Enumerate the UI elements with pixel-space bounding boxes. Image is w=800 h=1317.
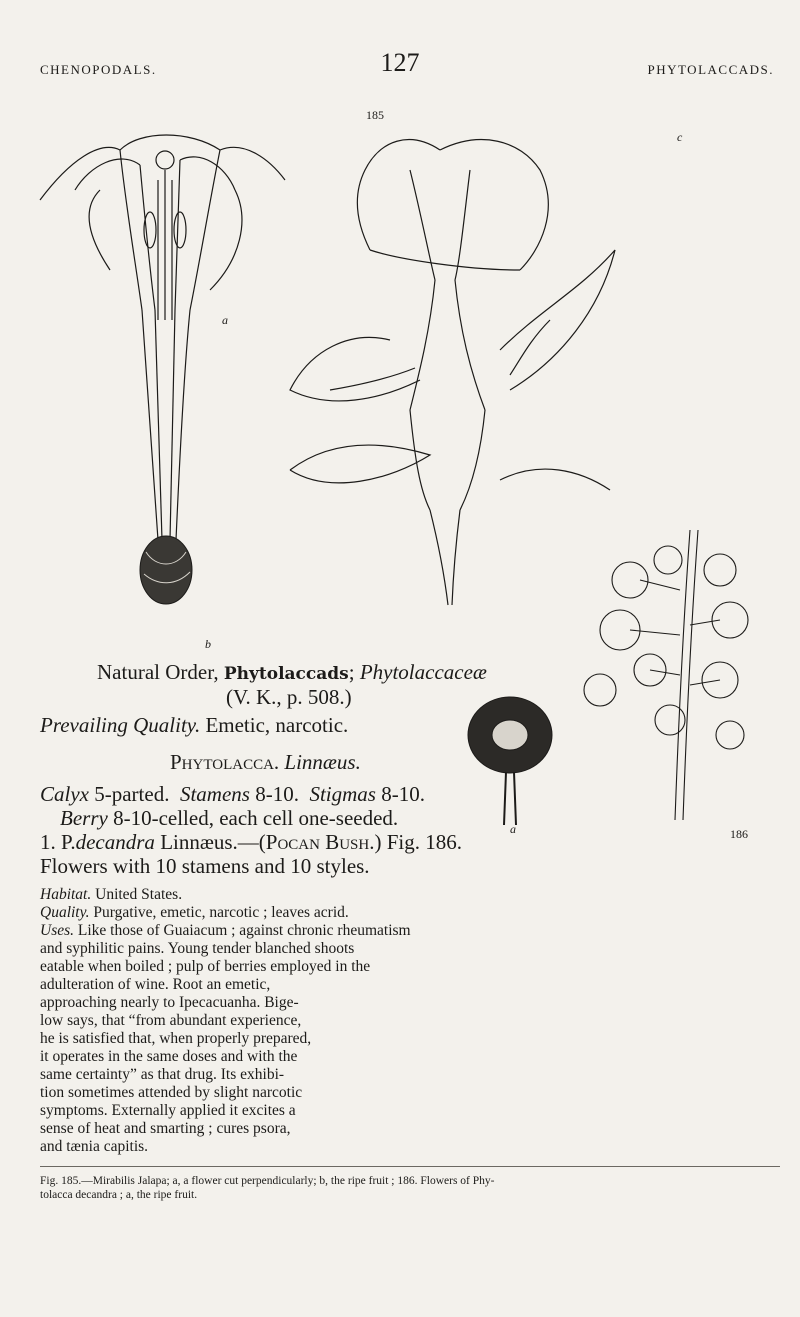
- figure-label-b: b: [205, 637, 211, 651]
- figure-label-c: c: [677, 130, 683, 144]
- phytolacca-flowers-illustration: [560, 520, 760, 820]
- habitat-line: [40, 886, 182, 904]
- figure-label-a: a: [222, 313, 228, 327]
- caption-rule: [40, 1166, 780, 1167]
- prevailing-quality-label: Prevailing Quality.: [40, 713, 201, 737]
- genus-author: Linnæus.: [284, 750, 361, 774]
- habitat-text: United States.: [95, 886, 183, 903]
- uses-label: Uses.: [40, 922, 75, 939]
- quality-label: Quality.: [40, 904, 90, 921]
- stamens-label: Stamens: [179, 782, 250, 806]
- phytolacca-fruit-illustration: [460, 690, 560, 830]
- flower-section-illustration: [30, 120, 300, 630]
- body-line-3: eatable when boiled ; pulp of berries employed in the: [40, 958, 371, 975]
- body-line-5: approaching nearly to Ipecacuanha. Bige-: [40, 994, 299, 1011]
- berry-label: Berry: [60, 806, 108, 830]
- natural-order-sep: ;: [348, 660, 355, 684]
- prevailing-quality-text: Emetic, narcotic.: [205, 713, 349, 737]
- figure-caption-line-1: Fig. 185.—Mirabilis Jalapa; a, a flower cut perpendicularly; b, the ripe fruit ; 186. Flowers of Phy-: [40, 1175, 495, 1187]
- body-line-4: adulteration of wine. Root an emetic,: [40, 976, 271, 993]
- natural-order-prefix: Natural Order,: [97, 660, 219, 684]
- calyx-label: Calyx: [40, 782, 89, 806]
- body-line-12: sense of heat and smarting ; cures psora,: [40, 1120, 291, 1137]
- species-description: Flowers with 10 stamens and 10 styles.: [40, 854, 370, 878]
- calyx-line: [40, 782, 425, 806]
- genus-name: Phytolacca.: [170, 750, 280, 774]
- body-line-10: tion sometimes attended by slight narcotic: [40, 1084, 303, 1101]
- habitat-label: Habitat.: [40, 886, 92, 903]
- species-name: decandra: [75, 830, 155, 854]
- body-line-8: it operates in the same doses and with the: [40, 1048, 298, 1065]
- body-line-13: and tænia capitis.: [40, 1138, 149, 1155]
- uses-line-1: [40, 922, 411, 940]
- berry-text: 8-10-celled, each cell one-seeded.: [113, 806, 399, 830]
- berry-line: [60, 806, 398, 830]
- body-line-11: symptoms. Externally applied it excites a: [40, 1102, 296, 1119]
- figure-186-number: 186: [730, 827, 748, 841]
- figure-caption-line-2: tolacca decandra ; a, the ripe fruit.: [40, 1189, 198, 1201]
- body-line-2: and syphilitic pains. Young tender blanched shoots: [40, 940, 355, 957]
- natural-order-ref: (V. K., p. 508.): [226, 685, 352, 709]
- species-common-name: Pocan Bush: [265, 830, 370, 854]
- prevailing-quality-line: [40, 713, 348, 737]
- species-line: [40, 830, 462, 854]
- quality-text: Purgative, emetic, narcotic ; leaves acrid.: [93, 904, 349, 921]
- species-number: 1. P.: [40, 830, 76, 854]
- uses-text: Like those of Guaiacum ; against chronic rheumatism: [77, 922, 411, 939]
- natural-order-latin: Phytolaccaceæ: [359, 660, 487, 684]
- natural-order-line: [97, 660, 487, 686]
- running-head-right: PHYTOLACCADS.: [647, 62, 774, 77]
- figure-185-number: 185: [366, 108, 384, 122]
- stigmas-text: 8-10.: [381, 782, 425, 806]
- calyx-text: 5-parted.: [94, 782, 170, 806]
- quality-line: [40, 904, 349, 922]
- body-line-7: he is satisfied that, when properly prepared,: [40, 1030, 312, 1047]
- genus-line: [170, 750, 361, 774]
- running-head-left: CHENOPODALS.: [40, 62, 157, 77]
- body-line-6: low says, that “from abundant experience,: [40, 1012, 302, 1029]
- body-line-9: same certainty” as that drug. Its exhibi-: [40, 1066, 285, 1083]
- natural-order-blackletter: Phytolaccads: [223, 664, 349, 684]
- page-number: 127: [380, 48, 420, 77]
- stamens-text: 8-10.: [255, 782, 299, 806]
- figure-label-a-fruit: a: [510, 822, 516, 836]
- stigmas-label: Stigmas: [309, 782, 376, 806]
- species-fig-ref: .) Fig. 186.: [369, 830, 462, 854]
- species-author: Linnæus.—(: [160, 830, 266, 854]
